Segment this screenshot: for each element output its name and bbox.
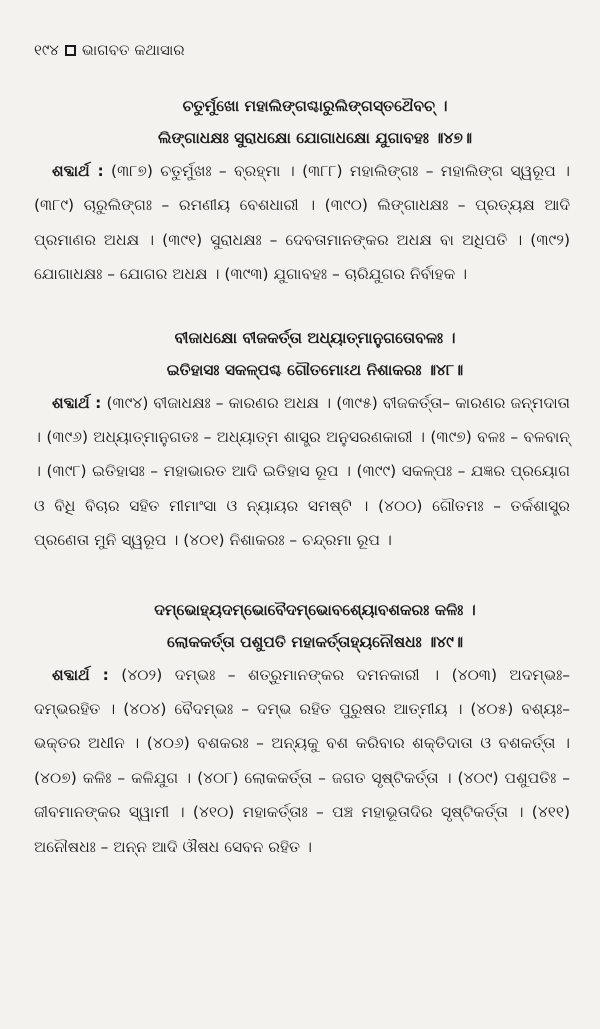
meaning-label: ଶବ୍ଦାର୍ଥ :	[52, 393, 102, 412]
verse-line: ଦମ୍ଭୋହ୍ୟଦମ୍ଭୋବୈଦମ୍ଭୋବଶ୍ୟୋବଶକରଃ କଳିଃ ।	[154, 600, 476, 619]
meaning-text: (୩୯୪) ବୀଜାଧକ୍ଷଃ – କାରଣର ଅଧକ୍ଷ । (୩୯୫) ବୀଜକର୍ତ୍ତା– କାରଣର ଜନ୍ମଦାତା । (୩୯୬) ଅଧ୍ୟାତ୍ମାନୁଗତଃ – ଅଧ୍ୟାତ୍ମ ଶାସ୍ତ୍ର ଅନୁସରଣକାରୀ । (୩୯୭) ବଳଃ – ବଳବାନ୍ । (୩୯୮) ଇତିହାସଃ – ମହାଭାରତ ଆଦି ଇତିହାସ ରୂପ । (୩୯୯) ସକଳ୍ପଃ – ଯଜ୍ଞର ପ୍ରୟୋଗ ଓ ବିଧି ବିଚାର ସହିତ ମୀମାଂସା ଓ ନ୍ୟାୟର ସମଷ୍ଟି । (୪୦୦) ଗୌତମଃ – ତର୍କଶାସ୍ତ୍ର ପ୍ରଣେତା ମୁନି ସ୍ୱରୂପ । (୪୦୧) ନିଶାକରଃ – ଚନ୍ଦ୍ରମା ରୂପ ।	[34, 393, 570, 550]
book-title: ଭାଗବତ କଥାସାର	[81, 41, 185, 59]
word-meaning-paragraph	[34, 154, 570, 292]
verse-section-49	[34, 594, 570, 864]
meaning-label: ଶବ୍ଦାର୍ଥ :	[52, 162, 104, 180]
word-meaning-paragraph	[34, 658, 570, 864]
verse-line: ଲିଙ୍ଗାଧକ୍ଷଃ ସୁରାଧକ୍ଷୋ ଯୋଗାଧକ୍ଷୋ ଯୁଗାବହଃ ॥୪୭॥	[157, 129, 473, 147]
meaning-text: (୪୦୨) ଦମ୍ଭଃ – ଶତ୍ରୁମାନଙ୍କର ଦମନକାରୀ । (୪୦୩) ଅଦମ୍ଭଃ– ଦମ୍ଭରହିତ । (୪୦୪) ବୈଦମ୍ଭଃ – ଦମ୍ଭ ରହିତ ପୁରୁଷର ଆତ୍ମୀୟ । (୪୦୫) ବଶ୍ୟଃ– ଭକ୍ତର ଅଧୀନ । (୪୦୬) ବଶକରଃ – ଅନ୍ୟକୁ ବଶ କରିବାର ଶକ୍ତିଦାତା ଓ ବଶକର୍ତ୍ତା । (୪୦୭) କଳିଃ – କଳିଯୁଗ । (୪୦୮) ଲୋକକର୍ତ୍ତା – ଜଗତ ସୃଷ୍ଟିକର୍ତ୍ତା । (୪୦୯) ପଶୁପତିଃ – ଜୀବମାନଙ୍କର ସ୍ୱାମୀ । (୪୧୦) ମହାକର୍ତ୍ତାଃ – ପଞ୍ଚ ମହାଭୂତାଦିର ସୃଷ୍ଟିକର୍ତ୍ତା । (୪୧୧) ଅନୌଷଧଃ – ଅନ୍ନ ଆଦି ଔଷଧ ସେବନ ରହିତ ।	[34, 665, 570, 856]
page-number: ୧୯୪	[34, 41, 59, 59]
meaning-text: (୩୮୭) ଚତୁର୍ମୁଖଃ – ବ୍ରହ୍ମା । (୩୮୮) ମହାଲିଙ୍ଗଃ – ମହାଲିଙ୍ଗ ସ୍ୱରୂପ । (୩୮୯) ଚାରୁଲିଙ୍ଗଃ – ରମଣୀୟ ବେଶଧାରୀ । (୩୯୦) ଲିଙ୍ଗାଧକ୍ଷଃ – ପ୍ରତ୍ୟକ୍ଷ ଆଦି ପ୍ରମାଣର ଅଧକ୍ଷ । (୩୯୧) ସୁରାଧକ୍ଷଃ – ଦେବତାମାନଙ୍କର ଅଧକ୍ଷ ବା ଅଧିପତି । (୩୯୨) ଯୋଗାଧକ୍ଷଃ – ଯୋଗର ଅଧକ୍ଷ । (୩୯୩) ଯୁଗାବହଃ – ଚାରିଯୁଗର ନିର୍ବାହକ ।	[34, 162, 570, 284]
verse-line: ଇତିହାସଃ ସକଳ୍ପଶ୍ଚ ଗୌତମୋଽଥ ନିଶାକରଃ ॥୪୮॥	[166, 360, 464, 379]
meaning-label: ଶବ୍ଦାର୍ଥ :	[52, 665, 109, 684]
verse-line: ଲୋକକର୍ତ୍ତା ପଶୁପତି ମହାକର୍ତ୍ତାହ୍ୟନୌଷଧଃ ॥୪୯॥	[166, 632, 464, 651]
word-meaning-paragraph	[34, 386, 570, 558]
square-bullet-icon	[65, 45, 76, 56]
verse-section-47	[34, 90, 570, 292]
verse-line: ବୀଜାଧକ୍ଷୋ ବୀଜକର୍ତ୍ତା ଅଧ୍ୟାତ୍ମାନୁଗତୋବଳଃ ।	[174, 328, 456, 347]
verse-section-48	[34, 322, 570, 558]
page-header	[34, 38, 570, 62]
verse-line: ଚତୁର୍ମୁଖୋ ମହାଲିଙ୍ଗଶ୍ଚାରୁଲିଙ୍ଗସ୍ତଥୈବଚ୍ ।	[182, 97, 448, 115]
